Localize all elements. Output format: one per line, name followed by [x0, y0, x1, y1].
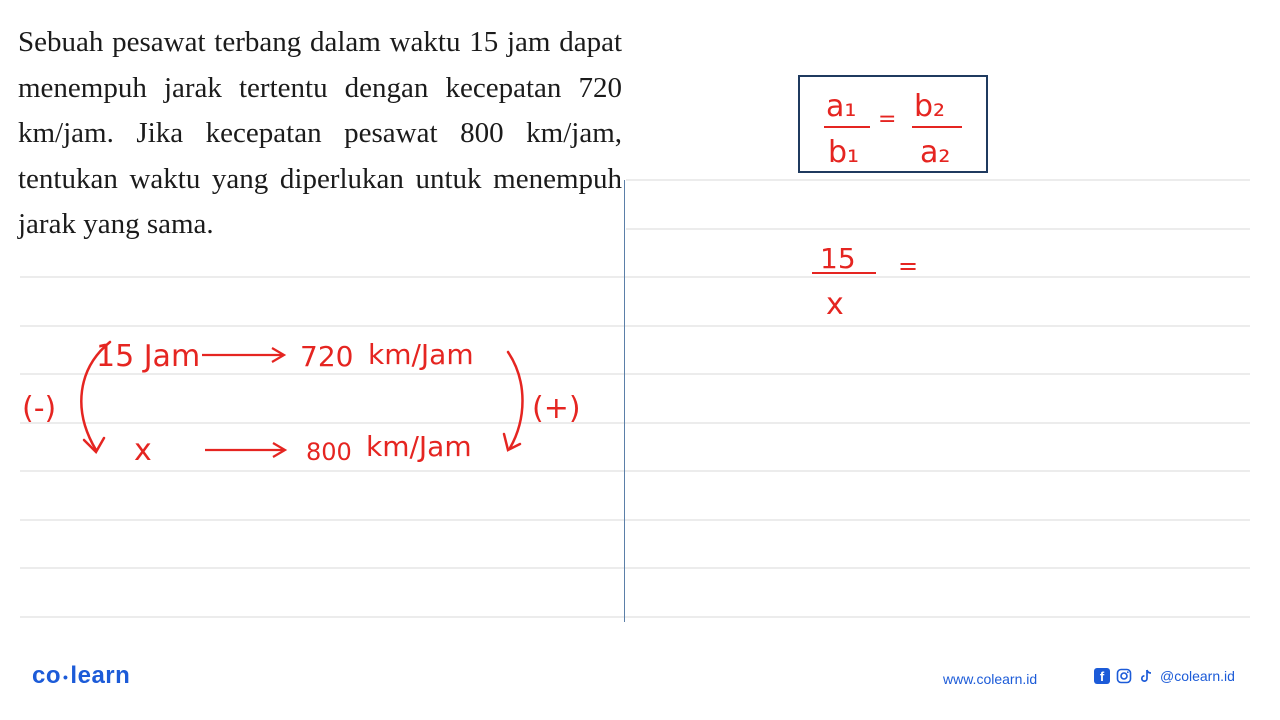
- row1-speed: 720: [300, 340, 354, 373]
- step-denominator: x: [826, 287, 844, 322]
- tiktok-icon[interactable]: [1138, 668, 1154, 684]
- formula-b1: b₁: [828, 135, 860, 170]
- social-handle[interactable]: @colearn.id: [1160, 668, 1235, 684]
- formula-a1: a₁: [826, 89, 857, 124]
- row2-time: x: [134, 433, 152, 468]
- row1-unit: km/Jam: [368, 338, 474, 371]
- arrow-right-icon: [205, 443, 285, 457]
- colearn-logo: co •learn: [32, 662, 131, 689]
- arrow-right-icon: [202, 348, 284, 362]
- step-eq: =: [898, 252, 919, 280]
- problem-text: Sebuah pesawat terbang dalam waktu 15 jam dapat menempuh jarak tertentu dengan kecepatan 720 km/jam. Jika kecepatan pesawat 800 km/jam, tentukan waktu yang diperlukan untuk menempuh jarak yang sama.: [18, 26, 622, 240]
- formula-eq: =: [878, 107, 897, 132]
- row2-speed: 800: [306, 438, 352, 466]
- right-sign: (+): [532, 391, 581, 426]
- row2-unit: km/Jam: [366, 430, 472, 463]
- step-numerator: 15: [820, 242, 856, 275]
- social-links: [1094, 668, 1235, 684]
- formula-b2: b₂: [914, 89, 946, 124]
- website-link[interactable]: www.colearn.id: [943, 671, 1038, 687]
- left-sign: (-): [22, 391, 57, 426]
- row1-time: 15 Jam: [96, 339, 201, 374]
- formula-a2: a₂: [920, 135, 951, 170]
- facebook-icon[interactable]: f: [1094, 668, 1110, 684]
- instagram-icon[interactable]: [1116, 668, 1132, 684]
- right-bracket-arrow-icon: [504, 352, 523, 450]
